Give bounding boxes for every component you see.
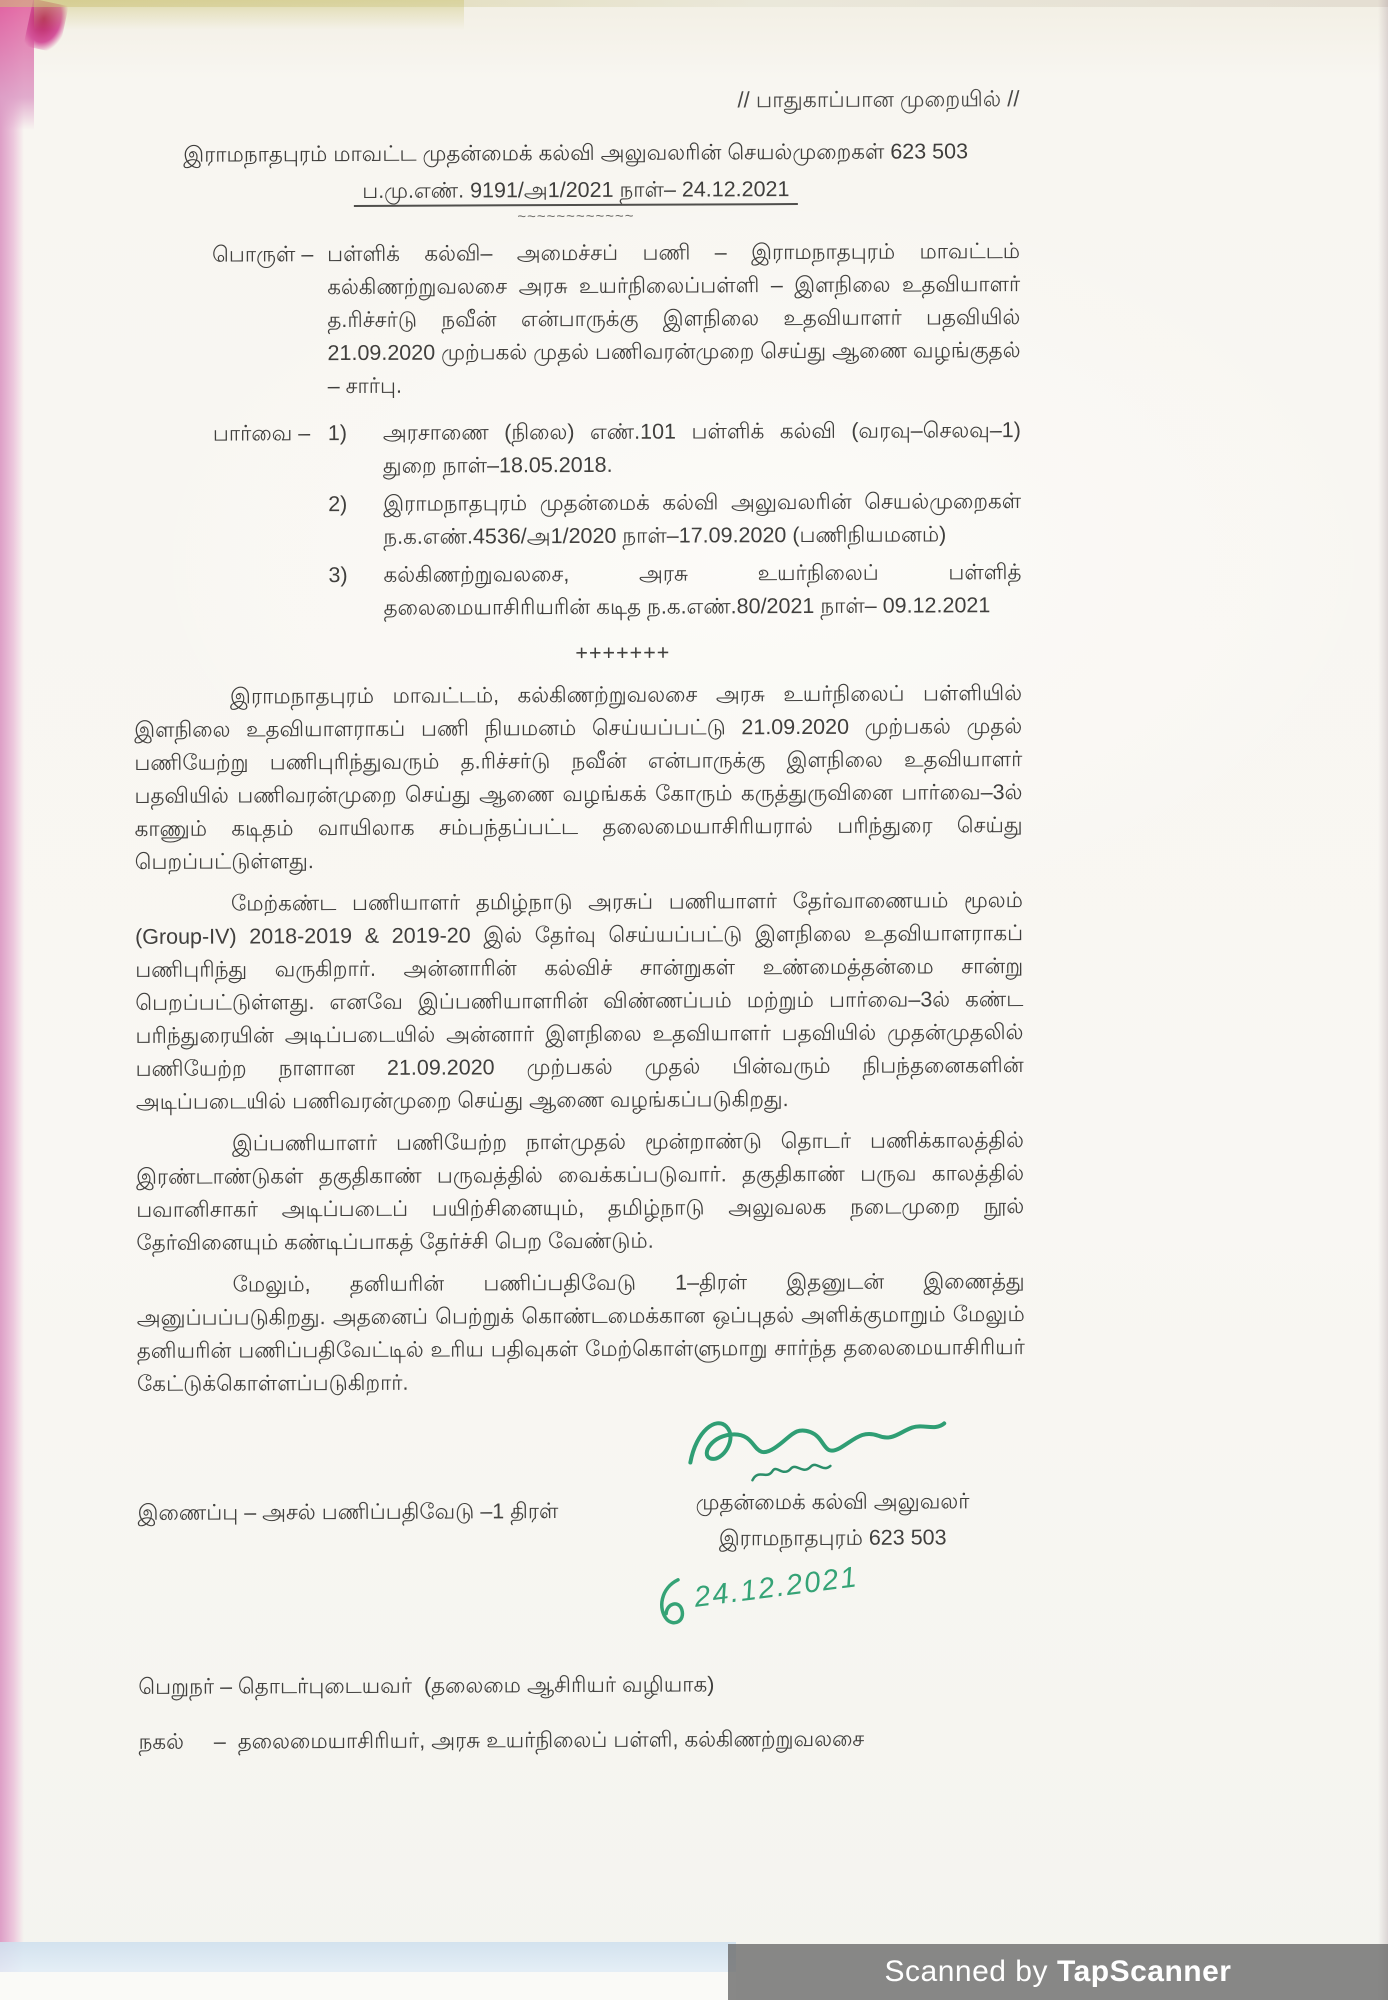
- scan-edge-right: [1378, 0, 1388, 2000]
- reference-list: [328, 414, 1022, 630]
- reference-label: பார்வை –: [212, 421, 311, 446]
- issuing-office-title: இராமநாதபுரம் மாவட்ட முதன்மைக் கல்வி அலுவலரின் செயல்முறைகள் 623 503: [183, 139, 969, 167]
- reference-number: 1): [327, 421, 348, 446]
- scan-edge-pink-left: [0, 0, 24, 2000]
- watermark-prefix: Scanned by: [884, 1955, 1048, 1988]
- tapscanner-watermark-bar: [728, 1944, 1388, 2000]
- watermark-brand: TapScanner: [1056, 1955, 1232, 1988]
- proceedings-number-date: [132, 172, 1020, 209]
- signature-area: [137, 1397, 1026, 1663]
- proceedings-number-text: ப.மு.எண். 9191/அ1/2021 நாள்– 24.12.2021: [354, 177, 797, 207]
- scan-bottom-blue-band: [0, 1942, 736, 1972]
- body-paragraph-2: மேற்கண்ட பணியாளர் தமிழ்நாடு அரசுப் பணியாளர் தேர்வாணையம் மூலம் (Group-IV) 2018-2019 & 2019-20 இல் தேர்வு செய்யப்பட்டு இளநிலை உதவியாளராகப் பணிபுரிந்து வருகிறார். அன்னாரின் கல்விச் சான்றுகள் உண்மைத்தன்மை சான்று பெறப்பட்டுள்ளது. எனவே இப்பணியாளரின் விண்ணப்பம் மற்றும் பார்வை–3ல் கண்ட பரிந்துரையின் அடிப்படையில் அன்னார் இளநிலை உதவியாளர் பதவியில் முதன்முதலில் பணியேற்ற நாளான 21.09.2020 முற்பகல் முதல் பின்வரும் நிபந்தனைகளின் அடிப்படையில் பணிவரன்முறை செய்து ஆணை வழங்கப்படுகிறது.: [135, 888, 1024, 1114]
- signature-ink: [682, 1403, 952, 1494]
- security-note: // பாதுகாப்பான முறையில் //: [737, 86, 1020, 113]
- signatory-designation: முதன்மைக் கல்வி அலுவலர்: [695, 1489, 970, 1515]
- reference-text: கல்கிணற்றுவலசை, அரசு உயர்நிலைப் பள்ளித் தலைமையாசிரியரின் கடித ந.க.எண்.80/2021 நாள்– 09.12.2021: [383, 560, 1022, 620]
- copy-line: நகல் – தலைமையாசிரியர், அரசு உயர்நிலைப் பள்ளி, கல்கிணற்றுவலசை: [138, 1726, 865, 1754]
- reference-item: [328, 485, 1021, 554]
- body-paragraph-4: மேலும், தனியரின் பணிப்பதிவேடு 1–திரள் இதனுடன் இணைத்து அனுப்பப்படுகிறது. அதனைப் பெற்றுக் கொண்டமைக்கான ஒப்புதல் அளிக்குமாறும் மேலும் தனியரின் பணிப்பதிவேட்டில் உரிய பதிவுகள் மேற்கொள்ளுமாறு சார்ந்த தலைமையாசிரியர் கேட்டுக்கொள்ளப்படுகிறார்.: [136, 1269, 1025, 1396]
- reference-row: [133, 414, 1022, 631]
- pen-loop-mark: [647, 1571, 694, 1632]
- scan-yellow-tint: [34, 0, 464, 30]
- document-header: [132, 135, 1020, 225]
- scan-bottom-white-strip: [0, 1972, 736, 2000]
- document-content: [131, 82, 1026, 1759]
- subject-text: பள்ளிக் கல்வி– அமைச்சப் பணி – இராமநாதபுரம் மாவட்டம் கல்கிணற்றுவலசை அரசு உயர்நிலைப்பள்ளி – இளநிலை உதவியாளர் த.ரிச்சர்டு நவீன் என்பாருக்கு இளநிலை உதவியாளர் பதவியில் 21.09.2020 முற்பகல் முதல் பணிவரன்முறை செய்து ஆணை வழங்குதல் – சார்பு.: [327, 239, 1021, 399]
- subject-row: [132, 235, 1021, 404]
- body-paragraph-3: இப்பணியாளர் பணியேற்ற நாள்முதல் மூன்றாண்டு தொடர் பணிக்காலத்தில் இரண்டாண்டுகள் தகுதிகாண் பருவத்தில் வைக்கப்படுவார். தகுதிகாண் பருவ காலத்தில் பவானிசாகர் அடிப்படைப் பயிற்சினையும், தமிழ்நாடு அலுவலக நடைமுறை நூல் தேர்வினையும் கண்டிப்பாகத் தேர்ச்சி பெற வேண்டும்.: [136, 1128, 1025, 1255]
- reference-number: 3): [328, 563, 348, 588]
- reference-number: 2): [328, 492, 348, 517]
- enclosure-line: இணைப்பு – அசல் பணிப்பதிவேடு –1 திரள்: [137, 1499, 559, 1525]
- header-flourish: ~~~~~~~~~~~~: [517, 207, 635, 226]
- handwritten-date: [647, 1549, 862, 1631]
- section-separator: +++++++: [575, 640, 671, 666]
- signatory-place: இராமநாதபுரம் 623 503: [718, 1525, 947, 1551]
- body-paragraph-1: இராமநாதபுரம் மாவட்டம், கல்கிணற்றுவலசை அரசு உயர்நிலைப் பள்ளியில் இளநிலை உதவியாளராகப் பணி நியமனம் செய்யப்பட்டு 21.09.2020 முற்பகல் முதல் பணியேற்று பணிபுரிந்துவரும் த.ரிச்சர்டு நவீன் என்பாருக்கு இளநிலை உதவியாளர் பதவியில் பணிவரன்முறை செய்து ஆணை வழங்கக் கோரும் கருத்துருவினை பார்வை–3ல் காணும் கடிதம் வாயிலாக சம்பந்தப்பட்ட தலைமையாசிரியரால் பரிந்துரை செய்து பெறப்பட்டுள்ளது.: [134, 681, 1023, 874]
- reference-item: [328, 556, 1021, 625]
- recipient-line: பெறுநர் – தொடர்புடையவர் (தலைமை ஆசிரியர் வழியாக): [138, 1672, 715, 1699]
- subject-label: பொருள் –: [212, 242, 314, 267]
- reference-text: அரசாணை (நிலை) எண்.101 பள்ளிக் கல்வி (வரவு–செலவு–1) துறை நாள்–18.05.2018.: [382, 418, 1021, 478]
- reference-item: [328, 414, 1021, 483]
- signatory-block: [662, 1485, 1002, 1555]
- reference-text: இராமநாதபுரம் முதன்மைக் கல்வி அலுவலரின் செயல்முறைகள் ந.க.எண்.4536/அ1/2020 நாள்–17.09.2020 (பணிநியமனம்): [383, 489, 1022, 549]
- handwritten-date-text: 24.12.2021: [692, 1560, 861, 1614]
